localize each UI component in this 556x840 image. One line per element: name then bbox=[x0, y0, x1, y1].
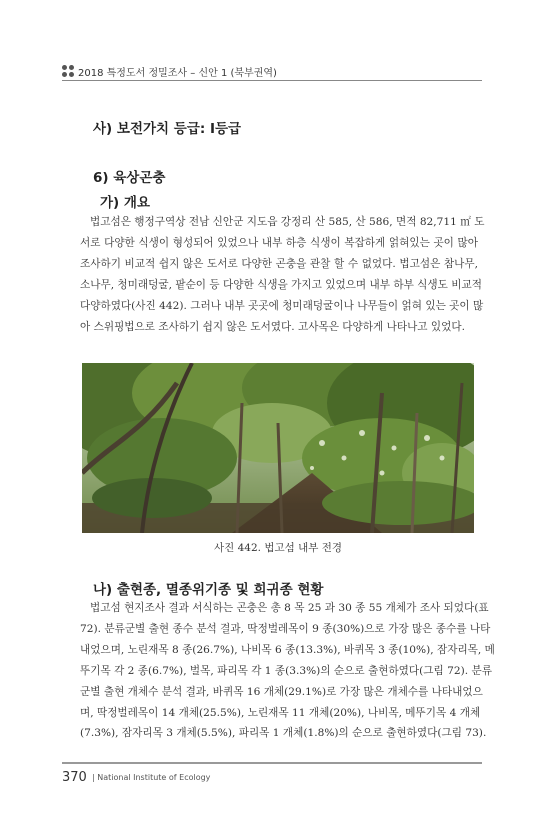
running-header bbox=[62, 63, 482, 79]
para-line: 서로 다양한 식생이 형성되어 있었으나 내부 하층 식생이 복잡하게 얽혀있는 곳이 많아 bbox=[80, 236, 478, 249]
para-line: 아 스위핑법으로 조사하기 쉽지 않은 도서였다. 고사목은 다양하게 나타나고 있었다. bbox=[80, 320, 465, 333]
footer-rule bbox=[62, 762, 482, 764]
para-line: 법고섬 현지조사 결과 서식하는 곤충은 총 8 목 25 과 30 종 55 개체가 조사 되었다(표 bbox=[90, 602, 489, 614]
para-line: (7.3%), 잠자리목 3 개체(5.5%), 파리목 1 개체(1.8%)의 순으로 출현하였다(그림 73). bbox=[80, 727, 487, 740]
para-line: 소나무, 청미래덩굴, 팥순이 등 다양한 식생을 가지고 있었으며 내부 하부 식생도 비교적 bbox=[80, 278, 482, 291]
heading-conservation-grade: 사) 보전가치 등급: Ⅰ등급 bbox=[93, 121, 242, 137]
para-line: 내었으며, 노린재목 8 종(26.7%), 나비목 6 종(13.3%), 바퀴목 3 종(10%), 잠자리목, 메 bbox=[80, 643, 495, 656]
species-paragraph bbox=[80, 598, 495, 744]
footer-org: | National Institute of Ecology bbox=[92, 773, 211, 782]
dots-icon bbox=[62, 65, 74, 77]
heading-terrestrial-insects: 6) 육상곤충 bbox=[93, 170, 166, 186]
header-rule bbox=[62, 80, 482, 81]
forest-photo-illustration bbox=[82, 363, 474, 533]
para-line: 다양하였다(사진 442). 그러나 내부 곳곳에 청미래덩굴이나 나무들이 얽혀 있는 곳이 많 bbox=[80, 299, 484, 312]
page-footer bbox=[62, 762, 482, 792]
para-line: 법고섬은 행정구역상 전남 신안군 지도읍 강정리 산 585, 산 586, 면적 82,711 ㎡ 도 bbox=[90, 216, 485, 228]
para-line: 조사하기 비교적 쉽지 않은 도서로 다양한 곤충을 관찰 할 수 없었다. 법고섬은 참나무, bbox=[80, 257, 478, 270]
overview-paragraph bbox=[80, 212, 485, 337]
page-number: 370 bbox=[62, 770, 87, 785]
heading-species-status: 나) 출현종, 멸종위기종 및 희귀종 현황 bbox=[93, 582, 324, 598]
para-line: 72). 분류군별 출현 종수 분석 결과, 딱정벌레목이 9 종(30%)으로 가장 많은 종수를 나타 bbox=[80, 622, 491, 635]
para-line: 며, 딱정벌레목이 14 개체(25.5%), 노린재목 11 개체(20%), 나비목, 메뚜기목 4 개체 bbox=[80, 706, 481, 719]
photo-caption: 사진 442. 법고섬 내부 전경 bbox=[213, 542, 343, 554]
island-interior-photo bbox=[82, 363, 474, 533]
heading-overview: 가) 개요 bbox=[100, 195, 150, 211]
para-line: 뚜기목 각 2 종(6.7%), 벌목, 파리목 각 1 종(3.3%)의 순으로 출현하였다(그림 72). 분류 bbox=[80, 664, 492, 677]
running-title: 2018 특정도서 정밀조사 – 신안 1 (북부권역) bbox=[78, 68, 277, 79]
para-line: 군별 출현 개체수 분석 결과, 바퀴목 16 개체(29.1%)로 가장 많은 개체수를 나타내었으 bbox=[80, 685, 483, 698]
